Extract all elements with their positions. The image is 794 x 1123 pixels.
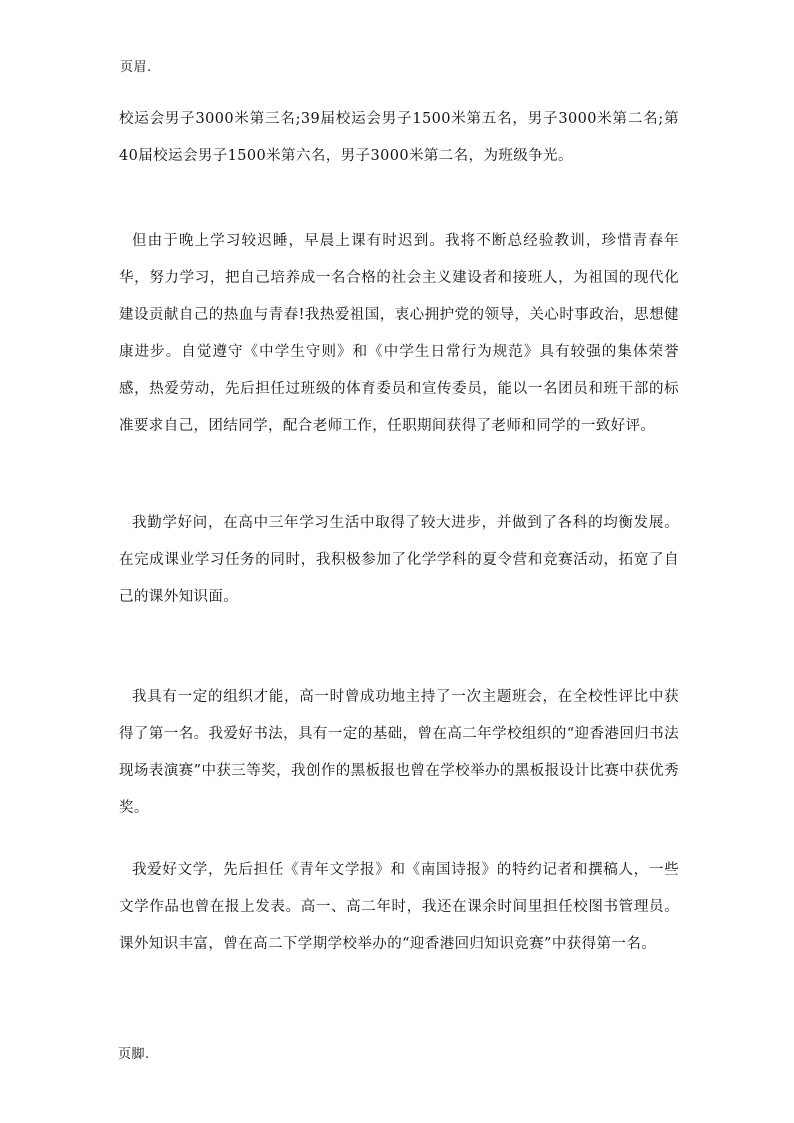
paragraph-self-evaluation: 但由于晚上学习较迟睡，早晨上课有时迟到。我将不断总经验教训，珍惜青春年华，努力学习，把自己培养成一名合格的社会主义建设者和接班人，为祖国的现代化建设贡献自己的热血与青春!我热爱祖国，衷心拥护党的领导，关心时事政治，思想健康进步。自觉遵守《中学生守则》和《中学生日常行为规范》具有较强的集体荣誉感，热爱劳动，先后担任过班级的体育委员和宣传委员，能以一名团员和班干部的标准要求自己，团结同学，配合老师工作，任职期间获得了老师和同学的一致好评。 (119, 233, 679, 434)
paragraph-sports-awards: 校运会男子3000米第三名;39届校运会男子1500米第五名，男子3000米第二名;第40届校运会男子1500米第六名，男子3000米第二名，为班级争光。 (119, 111, 679, 164)
paragraph-literature: 我爱好文学，先后担任《青年文学报》和《南国诗报》的特约记者和撰稿人，一些文学作品也曾在报上发表。高一、高二年时，我还在课余时间里担任校图书管理员。课外知识丰富，曾在高二下学期学校举办的“迎香港回归知识竞赛”中获得第一名。 (119, 862, 679, 952)
paragraph-study: 我勤学好问，在高中三年学习生活中取得了较大进步，并做到了各科的均衡发展。在完成课业学习任务的同时，我积极参加了化学学科的夏令营和竞赛活动，拓宽了自己的课外知识面。 (119, 515, 679, 605)
paragraph-organization-calligraphy: 我具有一定的组织才能，高一时曾成功地主持了一次主题班会，在全校性评比中获得了第一名。我爱好书法，具有一定的基础，曾在高二年学校组织的“迎香港回归书法现场表演赛”中获三等奖，我创作的黑板报也曾在学校举办的黑板报设计比赛中获优秀奖。 (119, 689, 679, 816)
page-footer: 页脚. (118, 1047, 150, 1062)
page-header: 页眉. (120, 60, 152, 75)
